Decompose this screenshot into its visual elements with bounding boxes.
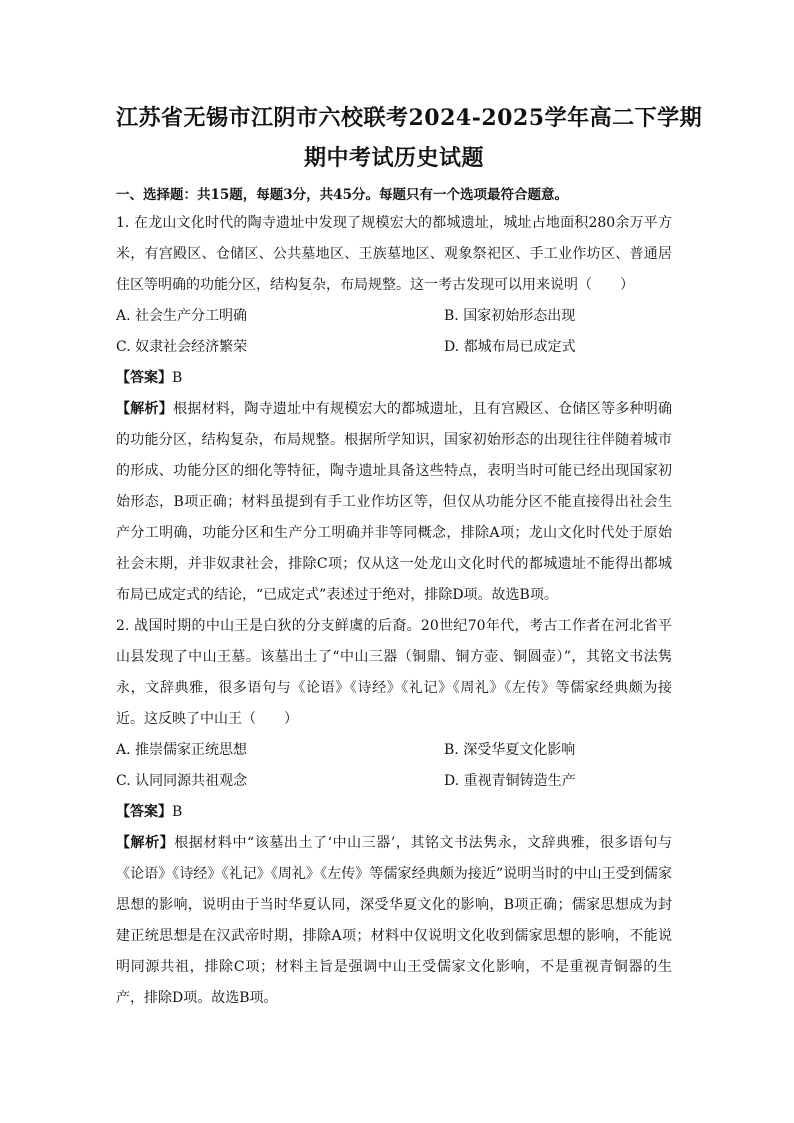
analysis-text: 根据材料中“该墓出土了‘中山三器’，其铭文书法隽永，文辞典雅，很多语句与《论语》《诗经》《礼记》《周礼》《左传》等儒家经典颇为接近”说明当时的中山王受到儒家思想的影响，说明由于当时华夏认同，深受华夏文化的影响，B项正确；儒家思想成为封建正统思想是在汉武帝时期，排除A项；材料中仅说明文化收到儒家思想的影响，不能说明同源共祖，排除C项；材料主旨是强调中山王受儒家文化影响，不是重视青铜器的生产，排除D项。故选B项。 [116,835,672,1006]
analysis [116,394,672,611]
options-grid [116,735,672,797]
question-1 [116,208,672,611]
analysis [116,828,672,1014]
answer-tag: 【答案】 [116,804,172,820]
question-2 [116,611,672,1014]
page-title [116,98,703,178]
title-line-2: 期中考试历史试题 [303,145,484,171]
option-b: B. 深受华夏文化影响 [444,742,576,758]
question-stem: 1. 在龙山文化时代的陶寺遗址中发现了规模宏大的都城遗址，城址占地面积280余万平方米，有宫殿区、仓储区、公共墓地区、王族墓地区、观象祭祀区、手工业作坊区、普通居住区等明确的功能分区，结构复杂，布局规整。这一考古发现可以用来说明（ ） [116,215,672,293]
option-d: D. 重视青铜铸造生产 [444,773,576,789]
option-b: B. 国家初始形态出现 [444,308,576,324]
analysis-tag: 【解析】 [116,401,174,417]
question-stem: 2. 战国时期的中山王是白狄的分支鲜虞的后裔。20世纪70年代，考古工作者在河北省平山县发现了中山王墓。该墓出土了“中山三器（铜鼎、铜方壶、铜圆壶）”，其铭文书法隽永，文辞典雅，很多语句与《论语》《诗经》《礼记》《周礼》《左传》等儒家经典颇为接近。这反映了中山王（ ） [116,618,672,727]
option-c: C. 奴隶社会经济繁荣 [116,339,248,355]
analysis-tag: 【解析】 [116,835,175,851]
option-a: A. 社会生产分工明确 [116,308,248,324]
option-c: C. 认同同源共祖观念 [116,773,248,789]
answer-value: B [172,370,183,386]
section-heading: 一、选择题：共15题，每题3分，共45分。每题只有一个选项最符合题意。 [116,187,568,203]
answer-line [116,363,672,394]
answer-tag: 【答案】 [116,370,172,386]
title-line-1: 江苏省无锡市江阴市六校联考2024-2025学年高二下学期 [116,105,703,131]
answer-value: B [172,804,183,820]
option-a: A. 推崇儒家正统思想 [116,742,248,758]
answer-line [116,797,672,828]
analysis-text: 根据材料，陶寺遗址中有规模宏大的都城遗址，且有宫殿区、仓储区等多种明确的功能分区，结构复杂，布局规整。根据所学知识，国家初始形态的出现往往伴随着城市的形成、功能分区的细化等特征，陶寺遗址具备这些特点，表明当时可能已经出现国家初始形态，B项正确；材料虽提到有手工业作坊区等，但仅从功能分区不能直接得出社会生产分工明确，功能分区和生产分工明确并非等同概念，排除A项；龙山文化时代处于原始社会末期，并非奴隶社会，排除C项；仅从这一处龙山文化时代的都城遗址不能得出都城布局已成定式的结论，“已成定式”表述过于绝对，排除D项。故选B项。 [116,401,673,603]
options-grid [116,301,672,363]
option-d: D. 都城布局已成定式 [444,339,576,355]
